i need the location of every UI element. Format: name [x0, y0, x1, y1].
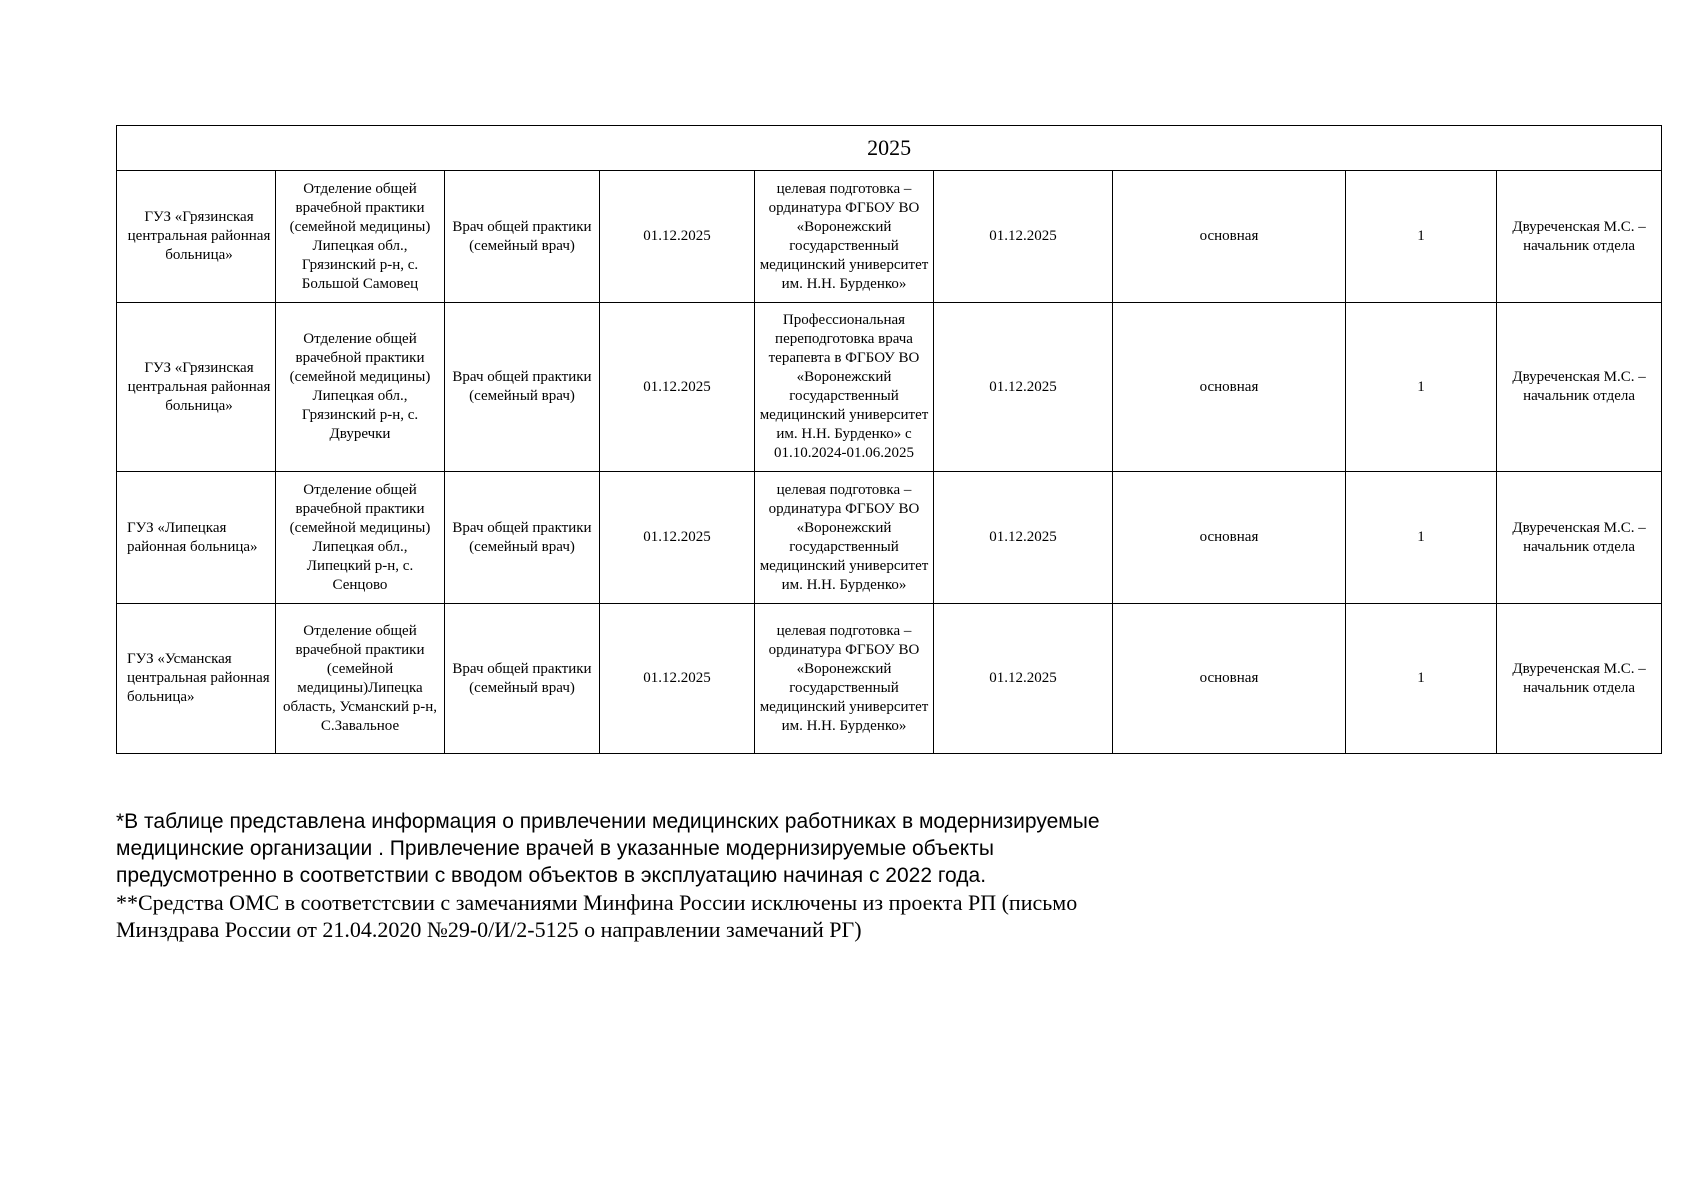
count-cell: 1	[1346, 604, 1497, 754]
count-cell: 1	[1346, 303, 1497, 472]
type-cell: основная	[1113, 171, 1346, 303]
responsible-cell: Двуреченская М.С. – начальник отдела	[1497, 472, 1662, 604]
unit-cell: Отделение общей врачебной практики (семейной медицины) Липецкая обл., Грязинский р-н, с. Двуречки	[276, 303, 445, 472]
org-cell: ГУЗ «Грязинская центральная районная больница»	[117, 303, 276, 472]
footnote-line: предусмотренно в соответствии с вводом объектов в эксплуатацию начиная с 2022 года.	[116, 864, 987, 887]
footnote-line: медицинские организации . Привлечение врачей в указанные модернизируемые объекты	[116, 837, 994, 860]
table-row	[117, 604, 1662, 754]
org-cell: ГУЗ «Липецкая районная больница»	[117, 472, 276, 604]
type-cell: основная	[1113, 604, 1346, 754]
unit-cell: Отделение общей врачебной практики (семейной медицины) Липецкая обл., Липецкий р-н, с. Сенцово	[276, 472, 445, 604]
date1-cell: 01.12.2025	[600, 303, 755, 472]
date1-cell: 01.12.2025	[600, 171, 755, 303]
responsible-cell: Двуреченская М.С. – начальник отдела	[1497, 303, 1662, 472]
type-cell: основная	[1113, 472, 1346, 604]
org-cell: ГУЗ «Грязинская центральная районная больница»	[117, 171, 276, 303]
count-cell: 1	[1346, 171, 1497, 303]
type-cell: основная	[1113, 303, 1346, 472]
footnote-line: **Средства ОМС в соответстсвии с замечаниями Минфина России исключены из проекта РП (письмо	[116, 890, 1078, 915]
date2-cell: 01.12.2025	[934, 472, 1113, 604]
unit-cell: Отделение общей врачебной практики (семейной медицины) Липецкая обл., Грязинский р-н, с. Большой Самовец	[276, 171, 445, 303]
training-cell: целевая подготовка – ординатура ФГБОУ ВО «Воронежский государственный медицинский университет им. Н.Н. Бурденко»	[755, 171, 934, 303]
date1-cell: 01.12.2025	[600, 472, 755, 604]
responsible-cell: Двуреченская М.С. – начальник отдела	[1497, 171, 1662, 303]
position-cell: Врач общей практики (семейный врач)	[445, 472, 600, 604]
year-row	[117, 126, 1662, 171]
date2-cell: 01.12.2025	[934, 604, 1113, 754]
table-row	[117, 472, 1662, 604]
count-cell: 1	[1346, 472, 1497, 604]
table-row	[117, 171, 1662, 303]
training-cell: Профессиональная переподготовка врача терапевта в ФГБОУ ВО «Воронежский государственный медицинский университет им. Н.Н. Бурденко» с 01.10.2024-01.06.2025	[755, 303, 934, 472]
position-cell: Врач общей практики (семейный врач)	[445, 604, 600, 754]
responsible-cell: Двуреченская М.С. – начальник отдела	[1497, 604, 1662, 754]
staffing-table	[116, 125, 1662, 754]
position-cell: Врач общей практики (семейный врач)	[445, 303, 600, 472]
footnote-line: *В таблице представлена информация о привлечении медицинских работниках в модернизируемые	[116, 810, 1100, 833]
table-row	[117, 303, 1662, 472]
date2-cell: 01.12.2025	[934, 303, 1113, 472]
date1-cell: 01.12.2025	[600, 604, 755, 754]
training-cell: целевая подготовка – ординатура ФГБОУ ВО «Воронежский государственный медицинский университет им. Н.Н. Бурденко»	[755, 604, 934, 754]
org-cell: ГУЗ «Усманская центральная районная больница»	[117, 604, 276, 754]
position-cell: Врач общей практики (семейный врач)	[445, 171, 600, 303]
unit-cell: Отделение общей врачебной практики (семейной медицины)Липецка область, Усманский р-н, С.Завальное	[276, 604, 445, 754]
training-cell: целевая подготовка – ординатура ФГБОУ ВО «Воронежский государственный медицинский университет им. Н.Н. Бурденко»	[755, 472, 934, 604]
footnotes	[116, 808, 1416, 943]
date2-cell: 01.12.2025	[934, 171, 1113, 303]
year-header: 2025	[117, 126, 1662, 171]
footnote-line: Минздрава России от 21.04.2020 №29-0/И/2-5125 о направлении замечаний РГ)	[116, 917, 862, 942]
